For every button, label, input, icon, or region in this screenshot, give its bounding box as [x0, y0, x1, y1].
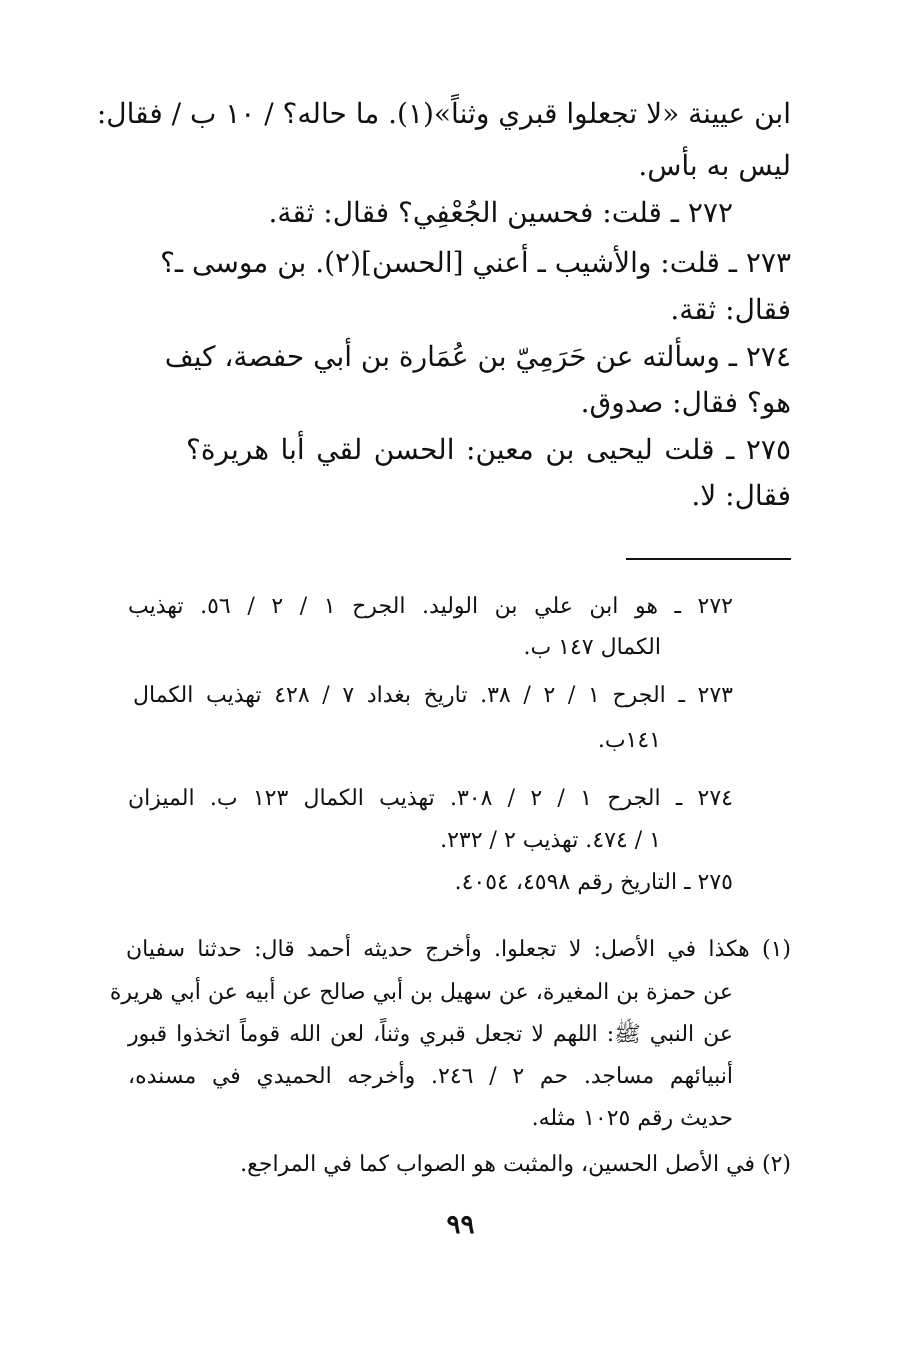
footnote-1-line-5: حديث رقم ١٠٢٥ مثله. [531, 1106, 733, 1131]
note-272-cont: الكمال ١٤٧ ب. [523, 635, 661, 660]
footnote-1-line-2: عن حمزة بن المغيرة، عن سهيل بن أبي صالح عن أبيه عن أبي هريرة [109, 980, 733, 1005]
main-line-1: ابن عيينة «لا تجعلوا قبري وثناً»(١). ما حاله؟ / ١٠ ب / فقال: [96, 97, 791, 130]
footnote-1-line-4: أنبيائهم مساجد. حم ٢ / ٢٤٦. وأخرجه الحميدي في مسنده، [128, 1064, 733, 1089]
footnote-2: (٢) في الأصل الحسين، والمثبت هو الصواب كما في المراجع. [240, 1152, 791, 1177]
note-274: ٢٧٤ ـ الجرح ١ / ٢ / ٣٠٨. تهذيب الكمال ١٢٣ ب. الميزان [128, 786, 733, 811]
entry-272: ٢٧٢ ـ قلت: فحسين الجُعْفِي؟ فقال: ثقة. [268, 196, 733, 229]
note-274-cont: ١ / ٤٧٤. تهذيب ٢ / ٢٣٢. [440, 828, 661, 853]
note-273: ٢٧٣ ـ الجرح ١ / ٢ / ٣٨. تاريخ بغداد ٧ / ٤٢٨ تهذيب الكمال [133, 683, 733, 708]
entry-275: ٢٧٥ ـ قلت ليحيى بن معين: الحسن لقي أبا هريرة؟ [186, 433, 791, 466]
entry-273: ٢٧٣ ـ قلت: والأشيب ـ أعني [الحسن](٢). بن موسى ـ؟ [160, 246, 791, 279]
main-line-9: فقال: لا. [691, 479, 791, 512]
page-number: ٩٩ [446, 1210, 475, 1240]
note-272: ٢٧٢ ـ هو ابن علي بن الوليد. الجرح ١ / ٢ / ٥٦. تهذيب [128, 594, 733, 619]
footnote-1-line-3: عن النبي ﷺ: اللهم لا تجعل قبري وثناً، لعن الله قوماً اتخذوا قبور [128, 1022, 733, 1047]
main-line-2: ليس به بأس. [638, 149, 791, 182]
notes-divider [626, 558, 791, 560]
main-line-5: فقال: ثقة. [670, 293, 791, 326]
note-273-cont: ١٤١ب. [597, 728, 661, 753]
note-275: ٢٧٥ ـ التاريخ رقم ٤٥٩٨، ٤٠٥٤. [454, 870, 733, 895]
entry-274: ٢٧٤ ـ وسألته عن حَرَمِيّ بن عُمَارة بن أبي حفصة، كيف [164, 340, 791, 373]
footnote-1: (١) هكذا في الأصل: لا تجعلوا. وأخرج حديثه أحمد قال: حدثنا سفيان [126, 937, 791, 962]
main-line-7: هو؟ فقال: صدوق. [580, 386, 791, 419]
